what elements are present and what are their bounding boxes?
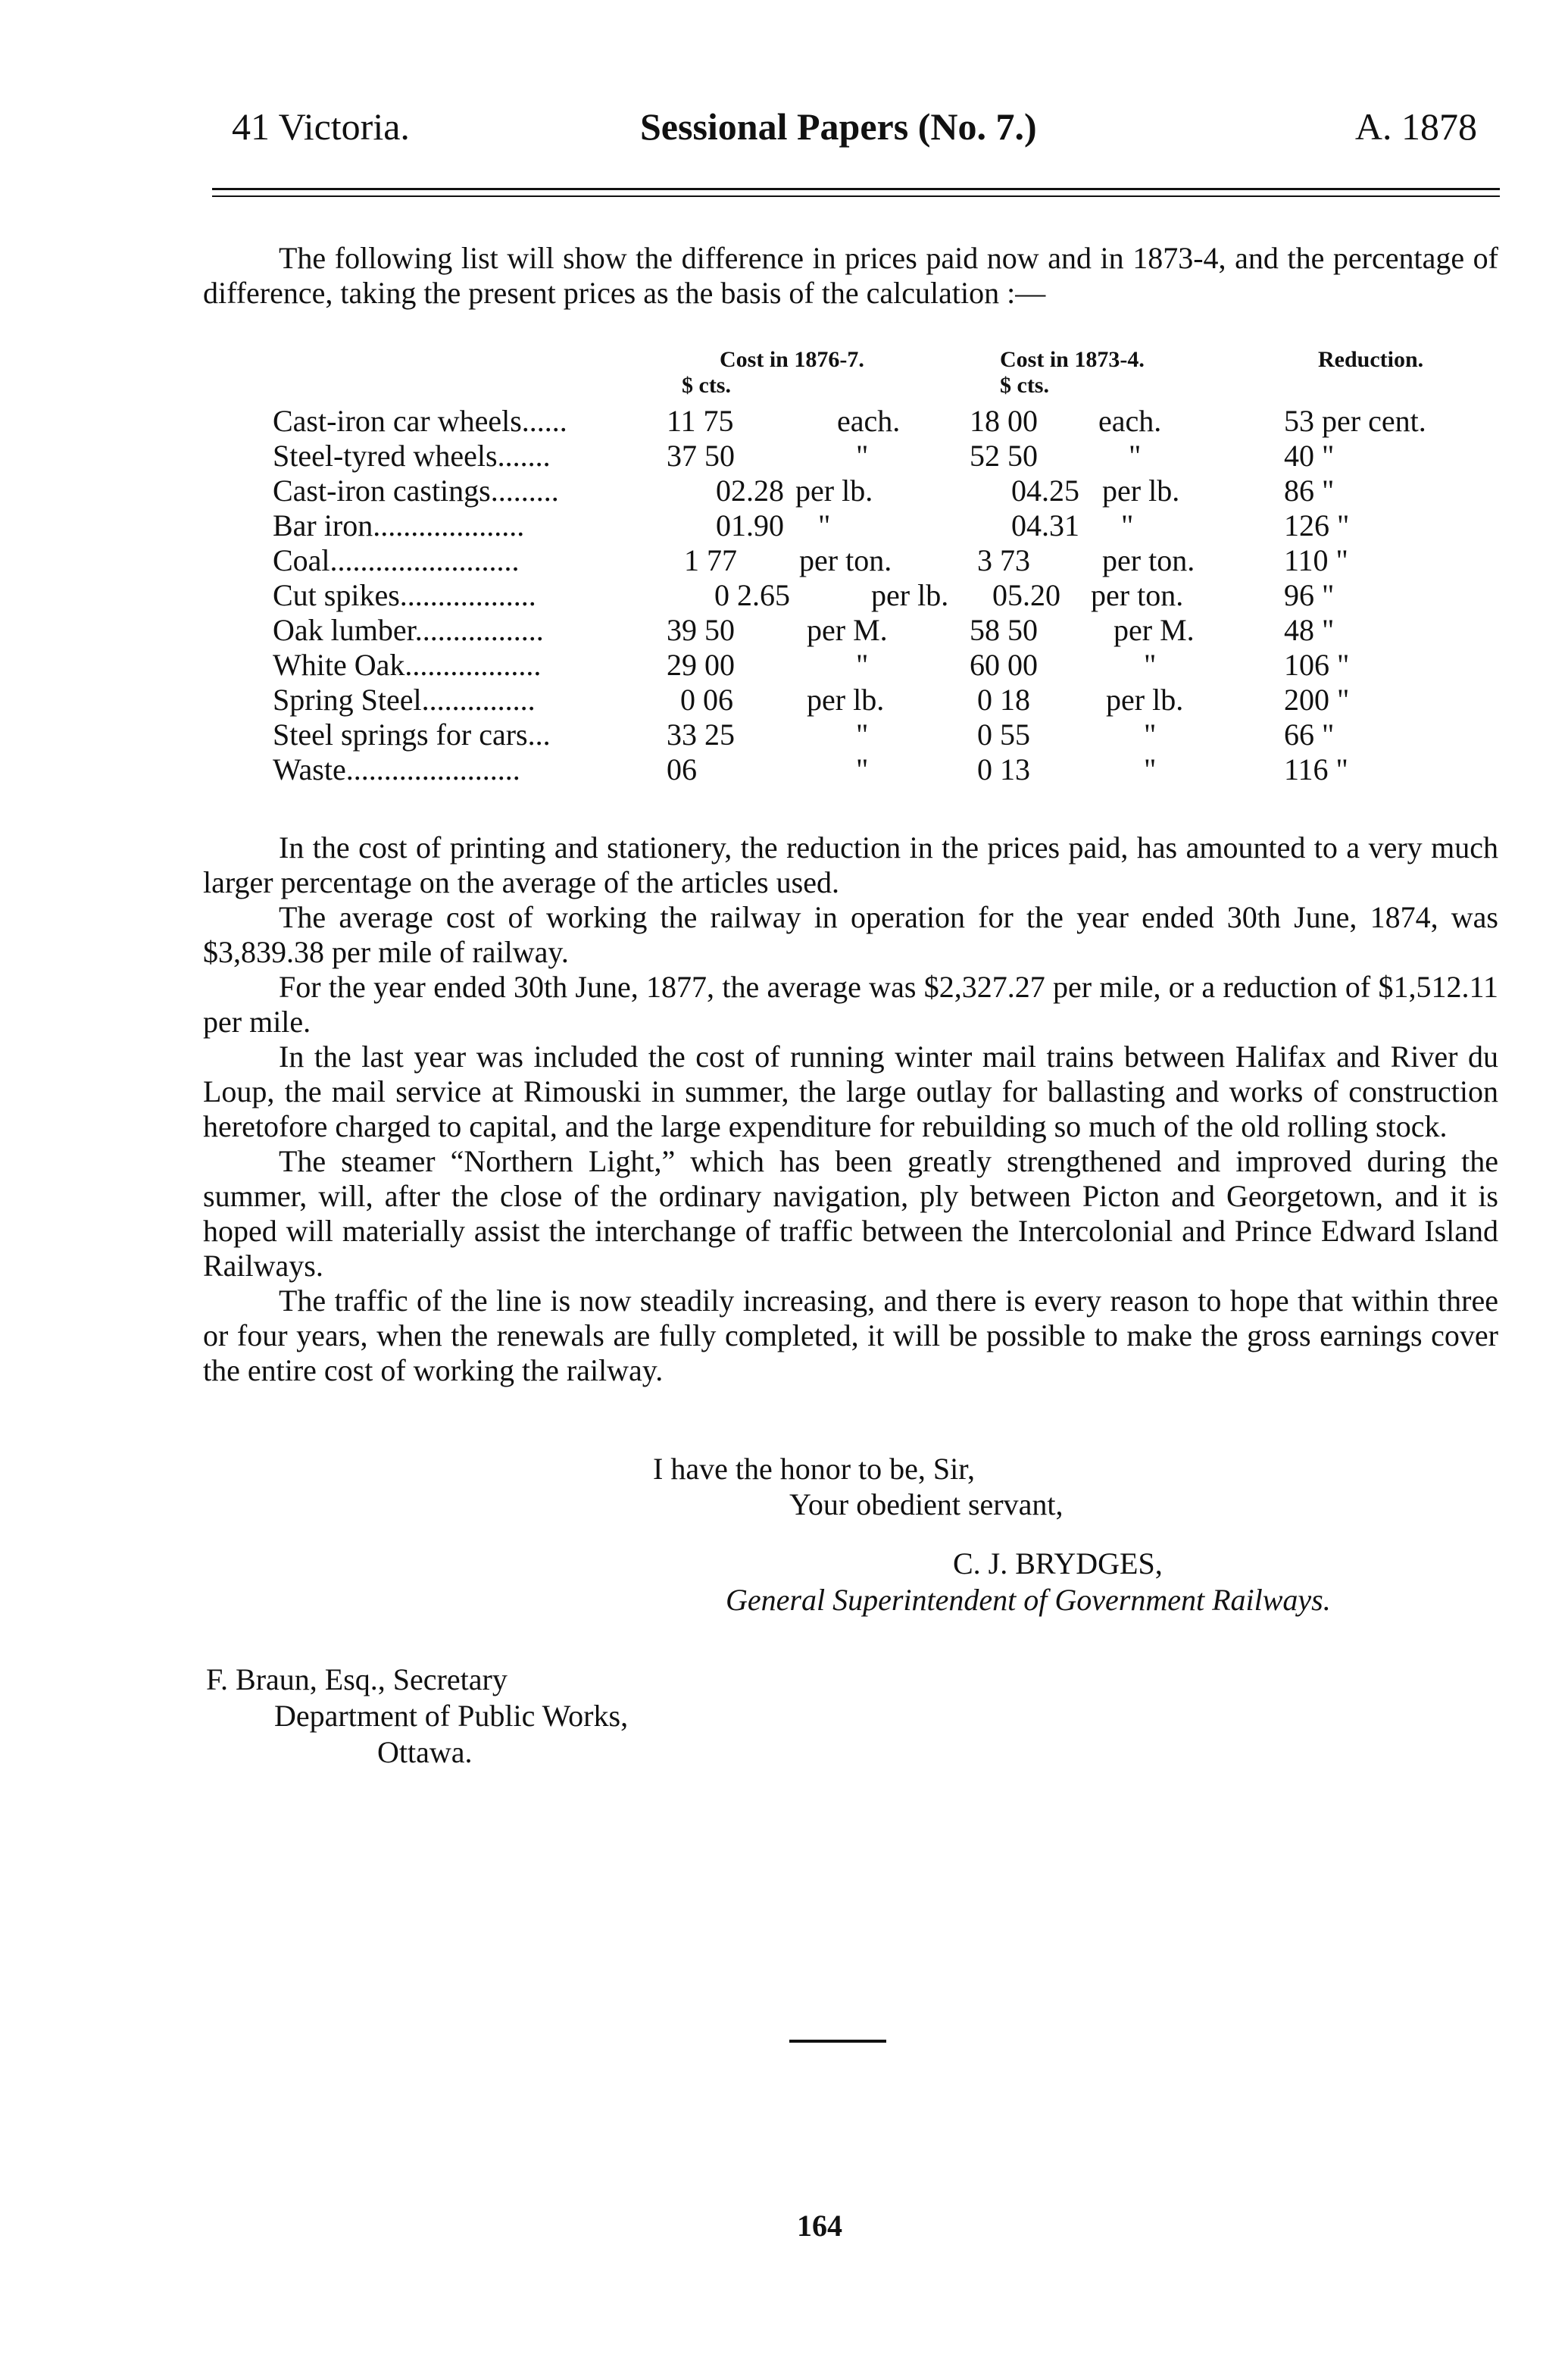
body-paragraphs — [203, 830, 1498, 1388]
cell-unit-1873: per lb. — [1102, 474, 1180, 508]
cell-unit-1873: per lb. — [1106, 683, 1184, 717]
cell-unit-1873: " — [1121, 508, 1134, 542]
intro-paragraph — [203, 241, 1498, 311]
cell-cost-1876: 0 06 — [680, 683, 733, 717]
cell-unit-1876: " — [856, 718, 869, 752]
cell-unit-1876: each. — [837, 404, 901, 438]
cell-item: Bar iron.................... — [273, 508, 525, 542]
paragraph-printing-stationery: In the cost of printing and stationery, the reduction in the prices paid, has amounted to a very much larger percentage on the average of the articles used. — [203, 830, 1498, 899]
cell-item: Steel-tyred wheels....... — [273, 439, 551, 473]
cell-cost-1873: 18 00 — [970, 404, 1038, 438]
table-row — [273, 438, 1500, 473]
cell-cost-1873: 52 50 — [970, 439, 1038, 473]
intro-text: The following list will show the difference in prices paid now and in 1873-4, and the percentage of difference, taking the present prices as the basis of the calculation :— — [203, 241, 1498, 310]
paragraph-last-year-costs: In the last year was included the cost of running winter mail trains between Halifax and River du Loup, the mail service at Rimouski in summer, the large outlay for ballasting and works of construction heretofore charged to capital, and the large expenditure for rebuilding so much of the old rolling stock. — [203, 1040, 1498, 1143]
cell-cost-1873: 0 18 — [977, 683, 1030, 717]
paragraph-average-cost-1877: For the year ended 30th June, 1877, the average was $2,327.27 per mile, or a reduction of $1,512.11 per mile. — [203, 970, 1498, 1039]
table-row — [273, 542, 1500, 577]
cell-reduction: 126 " — [1284, 508, 1350, 542]
cell-unit-1873: " — [1129, 439, 1142, 473]
cell-reduction: 200 " — [1284, 683, 1350, 717]
cell-item: Cut spikes.................. — [273, 578, 536, 612]
cell-reduction: 96 " — [1284, 578, 1335, 612]
closing-honor-line: I have the honor to be, Sir, — [653, 1452, 975, 1486]
table-row — [273, 473, 1500, 508]
cell-item: Oak lumber................. — [273, 613, 544, 647]
cell-unit-1876: per lb. — [807, 683, 885, 717]
cell-reduction: 106 " — [1284, 648, 1350, 682]
paragraph-steamer-northern-light: The steamer “Northern Light,” which has been greatly strengthened and improved during the summer, will, after the close of the ordinary navigation, ply between Picton and Georgetown, and it is hoped will materially assist the interchange of traffic between the Intercolonial and Prince Edward Island Railways. — [203, 1144, 1498, 1283]
table-row — [273, 612, 1500, 647]
cell-reduction: 110 " — [1284, 543, 1348, 577]
cell-cost-1873: 04.25 — [1011, 474, 1079, 508]
cell-item: White Oak.................. — [273, 648, 542, 682]
cell-unit-1876: per lb. — [795, 474, 873, 508]
cell-item: Waste....................... — [273, 752, 520, 786]
paragraph-traffic-increase: The traffic of the line is now steadily increasing, and there is every reason to hope that within three or four years, when the renewals are fully completed, it will be possible to make the gross earnings cover the entire cost of working the railway. — [203, 1283, 1498, 1387]
header-rule-secondary — [212, 195, 1500, 197]
header-title: Sessional Papers (No. 7.) — [640, 105, 1037, 148]
closing-servant-line: Your obedient servant, — [789, 1487, 1064, 1521]
paragraph-average-cost-1874: The average cost of working the railway in operation for the year ended 30th June, 1874, was $3,839.38 per mile of railway. — [203, 900, 1498, 969]
cell-cost-1876: 1 77 — [684, 543, 737, 577]
cell-reduction: 116 " — [1284, 752, 1348, 786]
cell-cost-1876: 11 75 — [667, 404, 734, 438]
table-row — [273, 647, 1500, 682]
cell-reduction: 66 " — [1284, 718, 1335, 752]
cell-cost-1876: 06 — [667, 752, 697, 786]
cell-unit-1876: per ton. — [799, 543, 892, 577]
header-year: A. 1878 — [1354, 105, 1477, 148]
cell-unit-1873: each. — [1098, 404, 1162, 438]
cell-unit-1873: per ton. — [1091, 578, 1184, 612]
cell-unit-1873: " — [1144, 648, 1157, 682]
cell-unit-1876: per M. — [807, 613, 888, 647]
table-row — [273, 682, 1500, 717]
cell-item: Cast-iron castings......... — [273, 474, 559, 508]
table-row — [273, 577, 1500, 612]
cell-cost-1873: 3 73 — [977, 543, 1030, 577]
subheader-dollars-cents-1873: $ cts. — [1000, 373, 1049, 398]
page-number: 164 — [797, 2209, 842, 2243]
header-session: 41 Victoria. — [232, 105, 410, 148]
column-header-cost-1873: Cost in 1873-4. — [1000, 347, 1145, 372]
table-row — [273, 508, 1500, 542]
addressee-name: F. Braun, Esq., Secretary — [206, 1662, 508, 1696]
cell-cost-1876: 33 25 — [667, 718, 735, 752]
cell-cost-1876: 39 50 — [667, 613, 735, 647]
cell-cost-1873: 05.20 — [992, 578, 1060, 612]
header-rule — [212, 188, 1500, 190]
cell-cost-1876: 37 50 — [667, 439, 735, 473]
cell-item: Steel springs for cars... — [273, 718, 551, 752]
cell-item: Coal......................... — [273, 543, 520, 577]
cell-unit-1873: per ton. — [1102, 543, 1195, 577]
cell-cost-1876: 29 00 — [667, 648, 735, 682]
cell-unit-1876: " — [856, 752, 869, 786]
cell-cost-1873: 04.31 — [1011, 508, 1079, 542]
footer-rule — [789, 2040, 886, 2043]
cell-reduction: 86 " — [1284, 474, 1335, 508]
addressee-department: Department of Public Works, — [274, 1699, 629, 1733]
cell-unit-1873: per M. — [1114, 613, 1195, 647]
table-row — [273, 752, 1500, 786]
addressee-city: Ottawa. — [377, 1735, 473, 1769]
cell-item: Cast-iron car wheels...... — [273, 404, 567, 438]
cell-reduction: 40 " — [1284, 439, 1335, 473]
cell-unit-1876: per lb. — [871, 578, 949, 612]
cell-unit-1876: " — [856, 439, 869, 473]
cell-reduction: 53 per cent. — [1284, 404, 1426, 438]
cell-unit-1873: " — [1144, 718, 1157, 752]
cell-cost-1876: 01.90 — [716, 508, 784, 542]
signatory-name: C. J. BRYDGES, — [953, 1546, 1163, 1581]
signatory-title: General Superintendent of Government Railways. — [726, 1583, 1331, 1617]
column-header-reduction: Reduction. — [1318, 347, 1424, 372]
cell-reduction: 48 " — [1284, 613, 1335, 647]
cell-cost-1873: 60 00 — [970, 648, 1038, 682]
column-header-cost-1876: Cost in 1876-7. — [720, 347, 864, 372]
table-row — [273, 717, 1500, 752]
table-row — [273, 403, 1500, 438]
cell-unit-1876: " — [856, 648, 869, 682]
cell-cost-1873: 0 13 — [977, 752, 1030, 786]
cell-item: Spring Steel............... — [273, 683, 536, 717]
cell-unit-1873: " — [1144, 752, 1157, 786]
subheader-dollars-cents-1876: $ cts. — [682, 373, 731, 398]
cell-cost-1876: 0 2.65 — [714, 578, 790, 612]
cell-cost-1876: 02.28 — [716, 474, 784, 508]
cell-cost-1873: 0 55 — [977, 718, 1030, 752]
cell-unit-1876: " — [818, 508, 831, 542]
cell-cost-1873: 58 50 — [970, 613, 1038, 647]
